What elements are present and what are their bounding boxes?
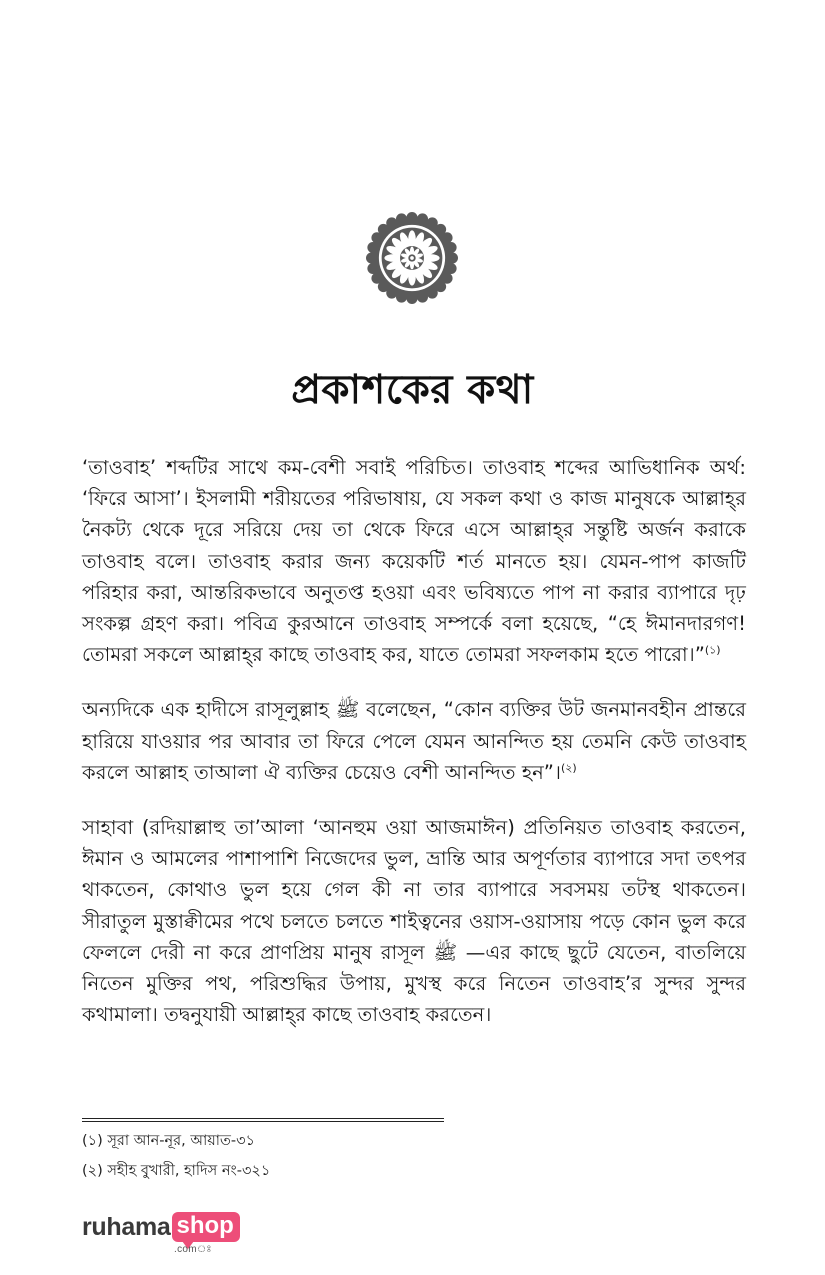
logo-shop-badge: shop [172, 1212, 240, 1242]
body-text [82, 452, 746, 1054]
logo-domain: .comঃ [174, 1244, 212, 1255]
paragraph-3-text: সাহাবা (রদিয়াল্লাহু তা’আলা ‘আনহুম ওয়া আজমাঈন) প্রতিনিয়ত তাওবাহ করতেন, ঈমান ও আমলের পাশাপাশি নিজেদের ভুল, ভ্রান্তি আর অপূর্ণতার ব্যাপারে সদা তৎপর থাকতেন, কোথাও ভুল হয়ে গেল কী না তার ব্যাপারে সবসময় তটস্থ থাকতেন। সীরাতুল মুস্তাক্বীমের পথে চলতে চলতে শাইত্বনের ওয়াস-ওয়াসায় পড়ে কোন ভুল করে ফেললে দেরী না করে প্রাণপ্রিয় মানুষ রাসূল ﷺ —এর কাছে ছুটে যেতেন, বাতলিয়ে নিতেন মুক্তির পথ, পরিশুদ্ধির উপায়, মুখস্থ করে নিতেন তাওবাহ’র সুন্দর সুন্দর কথামালা। তদ্বনুযায়ী আল্লাহ্‌র কাছে তাওবাহ করতেন। [82, 816, 747, 1027]
mandala-ornament-icon [366, 212, 458, 304]
footnote-1: (১) সূরা আন-নূর, আয়াত-৩১ [82, 1133, 255, 1149]
paragraph-3 [82, 812, 746, 1030]
paragraph-1 [82, 452, 746, 670]
page-title: প্রকাশকের কথা [291, 367, 534, 413]
paragraph-2-text: অন্যদিকে এক হাদীসে রাসূলুল্লাহ ﷺ বলেছেন, “কোন ব্যক্তির উট জনমানবহীন প্রান্তরে হারিয়ে যাওয়ার পর আবার তা ফিরে পেলে যেমন আনন্দিত হয় তেমনি কেউ তাওবাহ করলে আল্লাহ তাআলা ঐ ব্যক্তির চেয়েও বেশী আনন্দিত হন”। [82, 698, 746, 784]
footnote-ref-1: (১) [704, 643, 721, 657]
footnote-ref-2: (২) [560, 761, 577, 775]
footnote-2: (২) সহীহ বুখারী, হাদিস নং-৩২১ [82, 1163, 271, 1179]
paragraph-1-text: ‘তাওবাহ’ শব্দটির সাথে কম-বেশী সবাই পরিচিত। তাওবাহ শব্দের আভিধানিক অর্থ: ‘ফিরে আসা’। ইসলামী শরীয়তের পরিভাষায়, যে সকল কথা ও কাজ মানুষকে আল্লাহ্‌র নৈকট্য থেকে দূরে সরিয়ে দেয় তা থেকে ফিরে এসে আল্লাহ্‌র সন্তুষ্টি অর্জন করাকে তাওবাহ বলে। তাওবাহ করার জন্য কয়েকটি শর্ত মানতে হয়। যেমন-পাপ কাজটি পরিহার করা, আন্তরিকভাবে অনুতপ্ত হওয়া এবং ভবিষ্যতে পাপ না করার ব্যাপারে দৃঢ় সংকল্প গ্রহণ করা। পবিত্র কুরআনে তাওবাহ সম্পর্কে বলা হয়েছে, “হে ঈমানদারগণ! তোমরা সকলে আল্লাহ্‌র কাছে তাওবাহ কর, যাতে তোমরা সফলকাম হতে পারো।” [82, 456, 746, 667]
ruhamashop-logo[interactable] [82, 1212, 240, 1260]
logo-text: ruhama [82, 1213, 171, 1241]
paragraph-2 [82, 694, 746, 788]
footnote-divider [82, 1118, 444, 1119]
footnote-divider-2 [82, 1121, 444, 1122]
